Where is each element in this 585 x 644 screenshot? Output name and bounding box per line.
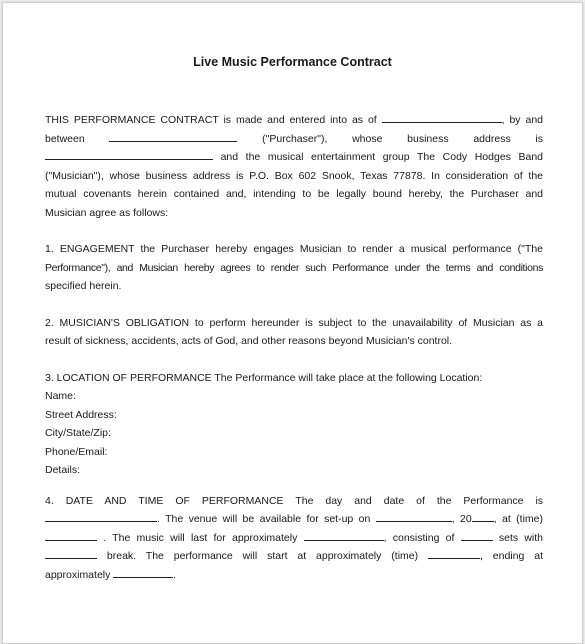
datetime-text: break. xyxy=(106,550,137,562)
setup-date-blank[interactable] xyxy=(376,510,452,522)
intro-line-1 xyxy=(45,111,543,130)
datetime-text: and xyxy=(354,494,372,507)
datetime-text: . The venue will be available for set-up on xyxy=(157,513,371,525)
datetime-line-2 xyxy=(45,510,543,529)
datetime-line-1 xyxy=(45,492,543,511)
datetime-text: . The music will last for approximately xyxy=(103,531,298,544)
duration-blank[interactable] xyxy=(304,529,384,541)
datetime-line-3 xyxy=(45,529,543,548)
location-field-name: Name: xyxy=(45,390,76,402)
document-title: Live Music Performance Contract xyxy=(193,55,392,69)
purchaser-address-blank[interactable] xyxy=(45,148,213,160)
datetime-text: TIME xyxy=(138,494,164,507)
intro-text: address xyxy=(473,132,511,145)
location-heading: 3. LOCATION OF PERFORMANCE The Performance will take place at the following Location: xyxy=(45,371,483,384)
contract-date-blank[interactable] xyxy=(382,111,502,123)
datetime-text: day xyxy=(325,494,343,507)
datetime-text: the xyxy=(436,494,452,507)
engagement-line-3: specified herein. xyxy=(45,280,122,292)
datetime-text: , 20 xyxy=(451,513,472,525)
datetime-text: The xyxy=(295,494,314,507)
document-page xyxy=(2,2,583,644)
obligation-line-1: 2. MUSICIAN'S OBLIGATION to perform hereunder is subject to the unavailability of Musician as a xyxy=(45,316,543,329)
intro-text: between xyxy=(45,132,85,145)
setup-year-blank[interactable] xyxy=(472,510,494,522)
datetime-text: date xyxy=(383,494,405,507)
location-field-street: Street Address: xyxy=(45,408,117,421)
intro-line-4: ("Musician"), whose business address is P.O. Box 602 Snook, Texas 77878. In consideration of the xyxy=(45,169,543,182)
datetime-line-4 xyxy=(45,547,543,566)
datetime-text: OF xyxy=(175,494,190,507)
end-time-blank[interactable] xyxy=(113,566,173,578)
datetime-text: Performance xyxy=(463,494,524,507)
datetime-text: , ending at xyxy=(480,550,543,562)
datetime-text: . xyxy=(173,568,177,581)
setup-time-blank[interactable] xyxy=(45,529,97,541)
intro-line-5: mutual covenants herein contained and, intending to be legally bound hereby, the Purchaser and xyxy=(45,188,543,200)
engagement-line-2: Performance"), and Musician hereby agrees to render such Performance under the terms and conditions xyxy=(45,261,543,274)
datetime-line-5 xyxy=(45,566,543,585)
datetime-text: 4. xyxy=(45,494,54,507)
location-field-phone: Phone/Email: xyxy=(45,445,108,458)
intro-text: whose xyxy=(352,132,383,145)
datetime-text: sets with xyxy=(498,531,544,544)
intro-text: is xyxy=(535,132,544,145)
sets-count-blank[interactable] xyxy=(461,529,493,541)
datetime-text: AND xyxy=(104,494,127,507)
location-field-details: Details: xyxy=(45,464,81,476)
performance-date-blank[interactable] xyxy=(45,510,157,522)
engagement-line-1: 1. ENGAGEMENT the Purchaser hereby engages Musician to render a musical performance ("The xyxy=(45,243,543,255)
intro-text: and the musical entertainment group The Cody Hodges Band xyxy=(220,151,544,163)
intro-line-6: Musician agree as follows: xyxy=(45,206,169,219)
intro-text: ("Purchaser"), xyxy=(262,132,328,145)
break-length-blank[interactable] xyxy=(45,547,97,559)
intro-text: , by and xyxy=(501,114,543,126)
purchaser-name-blank[interactable] xyxy=(109,130,237,142)
datetime-text: approximately xyxy=(45,568,111,581)
intro-line-2 xyxy=(45,130,543,149)
obligation-line-2: result of sickness, accidents, acts of God, and other reasons beyond Musician's control. xyxy=(45,335,453,347)
contract-body xyxy=(45,111,543,584)
start-time-blank[interactable] xyxy=(428,547,480,559)
datetime-text: The performance will start at approximately (time) xyxy=(145,550,419,562)
intro-text: business xyxy=(407,132,449,145)
intro-line-3 xyxy=(45,148,543,167)
datetime-text: is xyxy=(535,494,544,507)
datetime-text: , at (time) xyxy=(493,513,543,525)
intro-text: THIS PERFORMANCE CONTRACT is made and entered into as of xyxy=(45,114,377,126)
datetime-text: , consisting of xyxy=(383,531,455,544)
datetime-text: PERFORMANCE xyxy=(201,494,284,507)
datetime-text: of xyxy=(416,494,425,507)
datetime-text: DATE xyxy=(65,494,93,507)
location-field-city: City/State/Zip: xyxy=(45,427,111,439)
